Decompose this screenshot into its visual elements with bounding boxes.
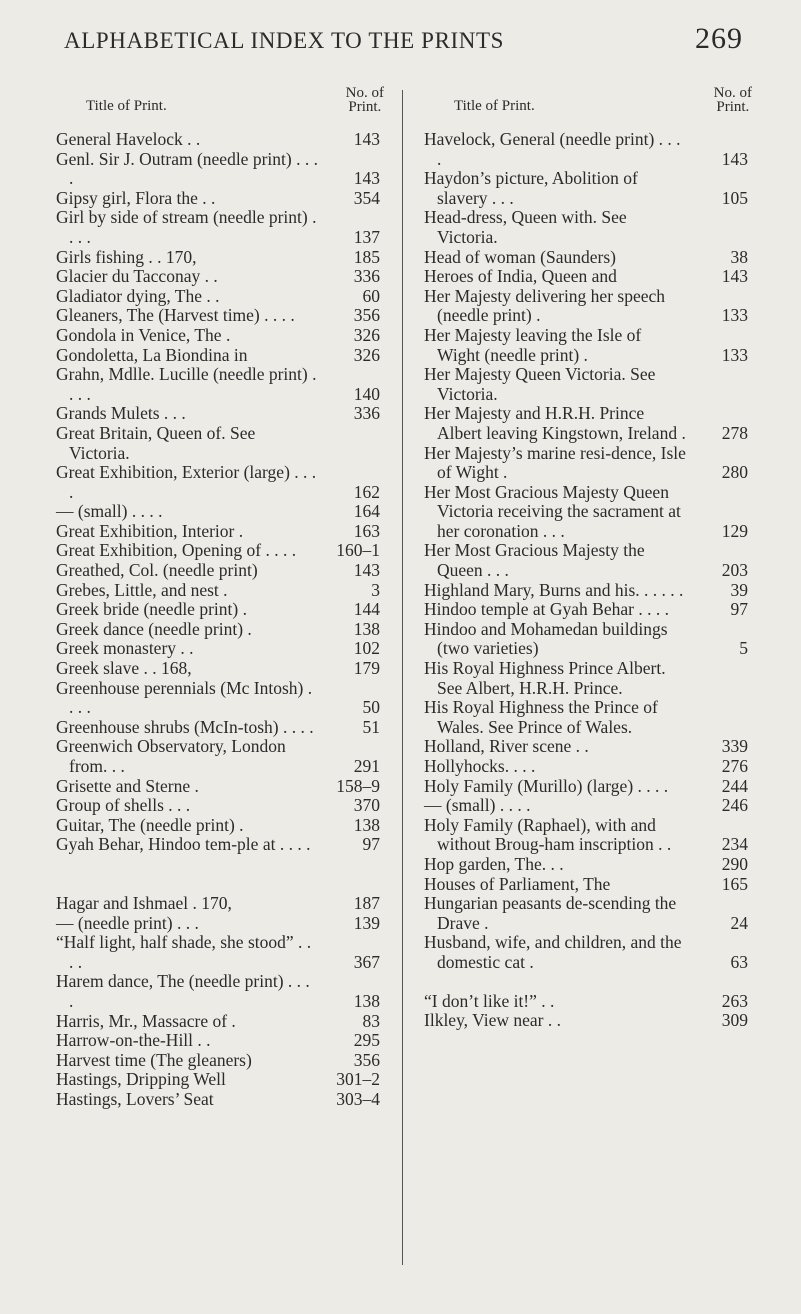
entry-title: — (small) . . . . <box>424 795 531 816</box>
entry-print-number: 290 <box>721 853 748 874</box>
entry-title: His Royal Highness Prince Albert. See Albert, H.R.H. Prince. <box>424 658 666 698</box>
entry-title: Gladiator dying, The . . <box>56 285 220 306</box>
entry-title: “I don’t like it!” . . <box>424 990 555 1011</box>
entry-print-number: 164 <box>353 501 380 522</box>
entry-print-number: 139 <box>353 912 380 933</box>
entry-print-number: 234 <box>721 834 748 855</box>
index-entry <box>424 698 754 737</box>
entry-print-number: 326 <box>353 324 380 345</box>
index-entry <box>424 1011 754 1031</box>
entry-title: Greenhouse perennials (Mc Intosh) . . . . <box>56 677 313 718</box>
entry-print-number: 24 <box>730 912 748 933</box>
entry-title: Great Exhibition, Opening of . . . . <box>56 540 297 561</box>
entry-print-number: 102 <box>353 638 380 659</box>
entry-print-number: 143 <box>353 168 380 189</box>
entry-title: Holy Family (Murillo) (large) . . . . <box>424 775 669 796</box>
entry-print-number: 5 <box>739 638 748 659</box>
entry-print-number: 144 <box>353 599 380 620</box>
entry-title: Genl. Sir J. Outram (needle print) . . . . <box>56 148 318 189</box>
entry-title: His Royal Highness the Prince of Wales. See Prince of Wales. <box>424 697 658 737</box>
entry-title: Great Exhibition, Exterior (large) . . . . <box>56 462 317 502</box>
entry-print-number: 291 <box>353 756 380 776</box>
entry-print-number: 185 <box>353 246 380 267</box>
entry-title: Hastings, Dripping Well <box>56 1069 226 1090</box>
column-heading-title: Title of Print. <box>86 98 167 114</box>
entry-title: Hop garden, The. . . <box>424 853 564 874</box>
entry-print-number: 51 <box>362 716 380 737</box>
index-entry <box>424 933 754 972</box>
entry-title: Harem dance, The (needle print) . . . . <box>56 971 310 1011</box>
entry-print-number: 143 <box>353 129 380 149</box>
index-entry <box>56 600 386 620</box>
index-entry <box>424 130 754 169</box>
entry-title: Hindoo temple at Gyah Behar . . . . <box>424 599 669 620</box>
entry-title: Girls fishing . . 170, <box>56 246 197 267</box>
index-entry <box>424 875 754 895</box>
index-entry <box>56 267 386 287</box>
index-entries-left <box>56 130 386 1110</box>
entry-print-number: 138 <box>353 814 380 835</box>
index-entry <box>56 1031 386 1051</box>
index-entry <box>56 150 386 189</box>
index-entry <box>424 777 754 797</box>
entry-print-number: 38 <box>730 246 748 267</box>
index-entry <box>424 816 754 855</box>
running-title: ALPHABETICAL INDEX TO THE PRINTS <box>64 28 505 53</box>
index-entry <box>56 581 386 601</box>
entry-title: Gyah Behar, Hindoo tem-ple at . . . . <box>56 834 311 855</box>
index-entry <box>56 1090 386 1110</box>
index-entry <box>424 600 754 620</box>
entry-title: Her Majesty and H.R.H. Prince Albert leaving Kingstown, Ireland . <box>424 403 686 443</box>
section-gap <box>56 855 386 894</box>
entry-print-number: 143 <box>353 560 380 581</box>
entry-title: Gondoletta, La Biondina in <box>56 344 248 365</box>
entry-print-number: 301–2 <box>336 1069 380 1090</box>
entry-title: Harrow-on-the-Hill . . <box>56 1030 211 1051</box>
entry-title: Glacier du Tacconay . . <box>56 266 218 287</box>
index-entry <box>56 404 386 424</box>
entry-title: Head-dress, Queen with. See Victoria. <box>424 207 627 247</box>
index-entry <box>56 718 386 738</box>
entry-title: Grisette and Sterne . <box>56 775 199 796</box>
entry-title: General Havelock . . <box>56 129 201 149</box>
entry-print-number: 162 <box>353 481 380 502</box>
entry-title: Holland, River scene . . <box>424 736 589 757</box>
entry-print-number: 140 <box>353 383 380 404</box>
index-entry <box>56 737 386 776</box>
index-entry <box>424 796 754 816</box>
index-entry <box>424 992 754 1012</box>
index-entry <box>56 835 386 855</box>
entry-print-number: 336 <box>353 403 380 424</box>
entry-print-number: 370 <box>353 795 380 816</box>
entry-title: Gleaners, The (Harvest time) . . . . <box>56 305 295 326</box>
entry-print-number: 367 <box>353 951 380 972</box>
index-entry <box>56 777 386 797</box>
entry-print-number: 60 <box>362 285 380 306</box>
entry-title: Great Exhibition, Interior . <box>56 520 244 541</box>
index-entry <box>56 894 386 914</box>
entry-print-number: 105 <box>721 187 748 208</box>
column-heading-title: Title of Print. <box>454 98 535 114</box>
index-entry <box>56 502 386 522</box>
entry-title: Hindoo and Mohamedan buildings (two varieties) <box>424 618 668 659</box>
entry-title: Haydon’s picture, Abolition of slavery . . . <box>424 168 638 208</box>
entry-title: Hastings, Lovers’ Seat <box>56 1088 214 1109</box>
entry-print-number: 276 <box>721 756 748 776</box>
entry-print-number: 336 <box>353 266 380 287</box>
entry-print-number: 63 <box>730 951 748 972</box>
index-entry <box>424 855 754 875</box>
left-column <box>56 85 386 1110</box>
entry-print-number: 143 <box>721 266 748 287</box>
entry-title: Holy Family (Raphael), with and without Broug-ham inscription . . <box>424 814 672 855</box>
index-entry <box>424 326 754 365</box>
entry-print-number: 187 <box>353 892 380 913</box>
entry-title: Havelock, General (needle print) . . . . <box>424 129 681 169</box>
index-entry <box>424 208 754 247</box>
section-gap <box>424 973 754 992</box>
column-heading-number <box>714 86 752 114</box>
entry-title: Greek bride (needle print) . <box>56 599 247 620</box>
index-entry <box>56 522 386 542</box>
entry-title: Gipsy girl, Flora the . . <box>56 187 216 208</box>
entry-print-number: 246 <box>721 795 748 816</box>
index-entry <box>56 189 386 209</box>
entry-title: Heroes of India, Queen and <box>424 266 617 287</box>
entry-title: Harvest time (The gleaners) <box>56 1049 252 1070</box>
index-entry <box>56 679 386 718</box>
entry-print-number: 50 <box>362 697 380 718</box>
entry-print-number: 129 <box>721 520 748 541</box>
index-entry <box>424 659 754 698</box>
entry-title: Guitar, The (needle print) . <box>56 814 244 835</box>
entry-title: Greek slave . . 168, <box>56 658 192 679</box>
right-column <box>424 85 754 1031</box>
entry-title: Greenhouse shrubs (McIn-tosh) . . . . <box>56 716 314 737</box>
entry-print-number: 356 <box>353 305 380 326</box>
index-entry <box>56 1012 386 1032</box>
entry-print-number: 165 <box>721 873 748 894</box>
entry-print-number: 280 <box>721 462 748 483</box>
entry-title: Ilkley, View near . . <box>424 1010 561 1031</box>
entry-title: Gondola in Venice, The . <box>56 324 231 345</box>
column-heading <box>56 85 386 130</box>
index-entry <box>424 581 754 601</box>
entry-title: Harris, Mr., Massacre of . <box>56 1010 236 1031</box>
index-entry <box>424 483 754 542</box>
entry-title: Grands Mulets . . . <box>56 403 186 424</box>
entry-print-number: 326 <box>353 344 380 365</box>
entry-title: Highland Mary, Burns and his. . . . . . <box>424 579 684 600</box>
index-entry <box>424 757 754 777</box>
index-entry <box>56 463 386 502</box>
index-entries-right <box>424 130 754 1031</box>
entry-print-number: 263 <box>721 990 748 1011</box>
entry-print-number: 83 <box>362 1010 380 1031</box>
entry-title: Her Majesty Queen Victoria. See Victoria. <box>424 364 656 404</box>
entry-print-number: 133 <box>721 344 748 365</box>
entry-title: Great Britain, Queen of. See Victoria. <box>56 422 256 463</box>
index-entry <box>56 561 386 581</box>
index-entry <box>56 914 386 934</box>
entry-title: “Half light, half shade, she stood” . . . . <box>56 932 312 972</box>
index-entry <box>424 287 754 326</box>
index-entry <box>56 326 386 346</box>
index-entry <box>56 306 386 326</box>
entry-title: Her Majesty’s marine resi-dence, Isle of Wight . <box>424 442 686 483</box>
entry-title: Hollyhocks. . . . <box>424 756 536 776</box>
index-entry <box>56 287 386 307</box>
column-heading-number <box>346 86 384 114</box>
column-heading <box>424 85 754 130</box>
index-entry <box>56 130 386 150</box>
page-number: 269 <box>695 22 743 55</box>
entry-print-number: 295 <box>353 1030 380 1051</box>
index-entry <box>424 404 754 443</box>
entry-print-number: 3 <box>371 579 380 600</box>
entry-print-number: 138 <box>353 618 380 639</box>
index-entry <box>56 620 386 640</box>
index-entry <box>56 639 386 659</box>
entry-print-number: 356 <box>353 1049 380 1070</box>
entry-title: Her Most Gracious Majesty Queen Victoria receiving the sacrament at her coronation . . . <box>424 481 681 541</box>
entry-print-number: 160–1 <box>336 540 380 561</box>
column-heading-number-line1: No. of <box>713 85 752 101</box>
entry-print-number: 309 <box>721 1010 748 1031</box>
entry-print-number: 354 <box>353 187 380 208</box>
entry-title: — (small) . . . . <box>56 501 163 522</box>
index-entry <box>56 248 386 268</box>
entry-title: Grahn, Mdlle. Lucille (needle print) . . . . <box>56 364 317 404</box>
index-entry <box>56 208 386 247</box>
column-heading-number-line2: Print. <box>716 99 750 115</box>
entry-title: Group of shells . . . <box>56 795 191 816</box>
entry-title: Hagar and Ishmael . 170, <box>56 892 232 913</box>
index-entry <box>424 620 754 659</box>
index-entry <box>424 365 754 404</box>
entry-print-number: 163 <box>353 520 380 541</box>
index-entry <box>56 346 386 366</box>
entry-title: Greenwich Observatory, London from. . . <box>56 736 286 776</box>
index-entry <box>56 816 386 836</box>
index-entry <box>424 737 754 757</box>
entry-title: Her Majesty delivering her speech (needle print) . <box>424 285 666 326</box>
entry-print-number: 278 <box>721 422 748 443</box>
entry-title: Greek monastery . . <box>56 638 194 659</box>
entry-print-number: 203 <box>721 560 748 581</box>
entry-print-number: 179 <box>353 658 380 679</box>
entry-print-number: 339 <box>721 736 748 757</box>
entry-title: Greek dance (needle print) . <box>56 618 252 639</box>
entry-title: — (needle print) . . . <box>56 912 199 933</box>
entry-print-number: 138 <box>353 990 380 1011</box>
index-entry <box>56 541 386 561</box>
entry-title: Hungarian peasants de-scending the Drave . <box>424 893 677 933</box>
entry-title: Grebes, Little, and nest . <box>56 579 228 600</box>
index-entry <box>424 444 754 483</box>
entry-print-number: 133 <box>721 305 748 326</box>
entry-title: Houses of Parliament, The <box>424 873 611 894</box>
index-entry <box>424 248 754 268</box>
entry-print-number: 97 <box>730 599 748 620</box>
index-entry <box>424 169 754 208</box>
running-head <box>64 22 743 56</box>
entry-title: Head of woman (Saunders) <box>424 246 616 267</box>
entry-print-number: 97 <box>362 834 380 855</box>
entry-print-number: 303–4 <box>336 1088 380 1109</box>
column-divider <box>402 90 403 1265</box>
index-entry <box>56 933 386 972</box>
index-entry <box>56 1070 386 1090</box>
entry-title: Her Majesty leaving the Isle of Wight (needle print) . <box>424 324 642 365</box>
entry-print-number: 39 <box>730 579 748 600</box>
index-entry <box>56 972 386 1011</box>
entry-title: Husband, wife, and children, and the domestic cat . <box>424 932 682 972</box>
entry-print-number: 158–9 <box>336 775 380 796</box>
entry-print-number: 137 <box>353 226 380 247</box>
column-heading-number-line2: Print. <box>348 99 382 115</box>
entry-title: Girl by side of stream (needle print) . . . . <box>56 207 317 247</box>
entry-print-number: 143 <box>721 148 748 169</box>
index-entry <box>56 796 386 816</box>
index-entry <box>56 659 386 679</box>
entry-title: Greathed, Col. (needle print) <box>56 560 258 581</box>
index-entry <box>424 267 754 287</box>
index-entry <box>56 1051 386 1071</box>
index-entry <box>56 365 386 404</box>
entry-title: Her Most Gracious Majesty the Queen . . . <box>424 540 645 581</box>
entry-print-number: 244 <box>721 775 748 796</box>
column-heading-number-line1: No. of <box>345 85 384 101</box>
index-entry <box>424 541 754 580</box>
index-entry <box>424 894 754 933</box>
index-entry <box>56 424 386 463</box>
